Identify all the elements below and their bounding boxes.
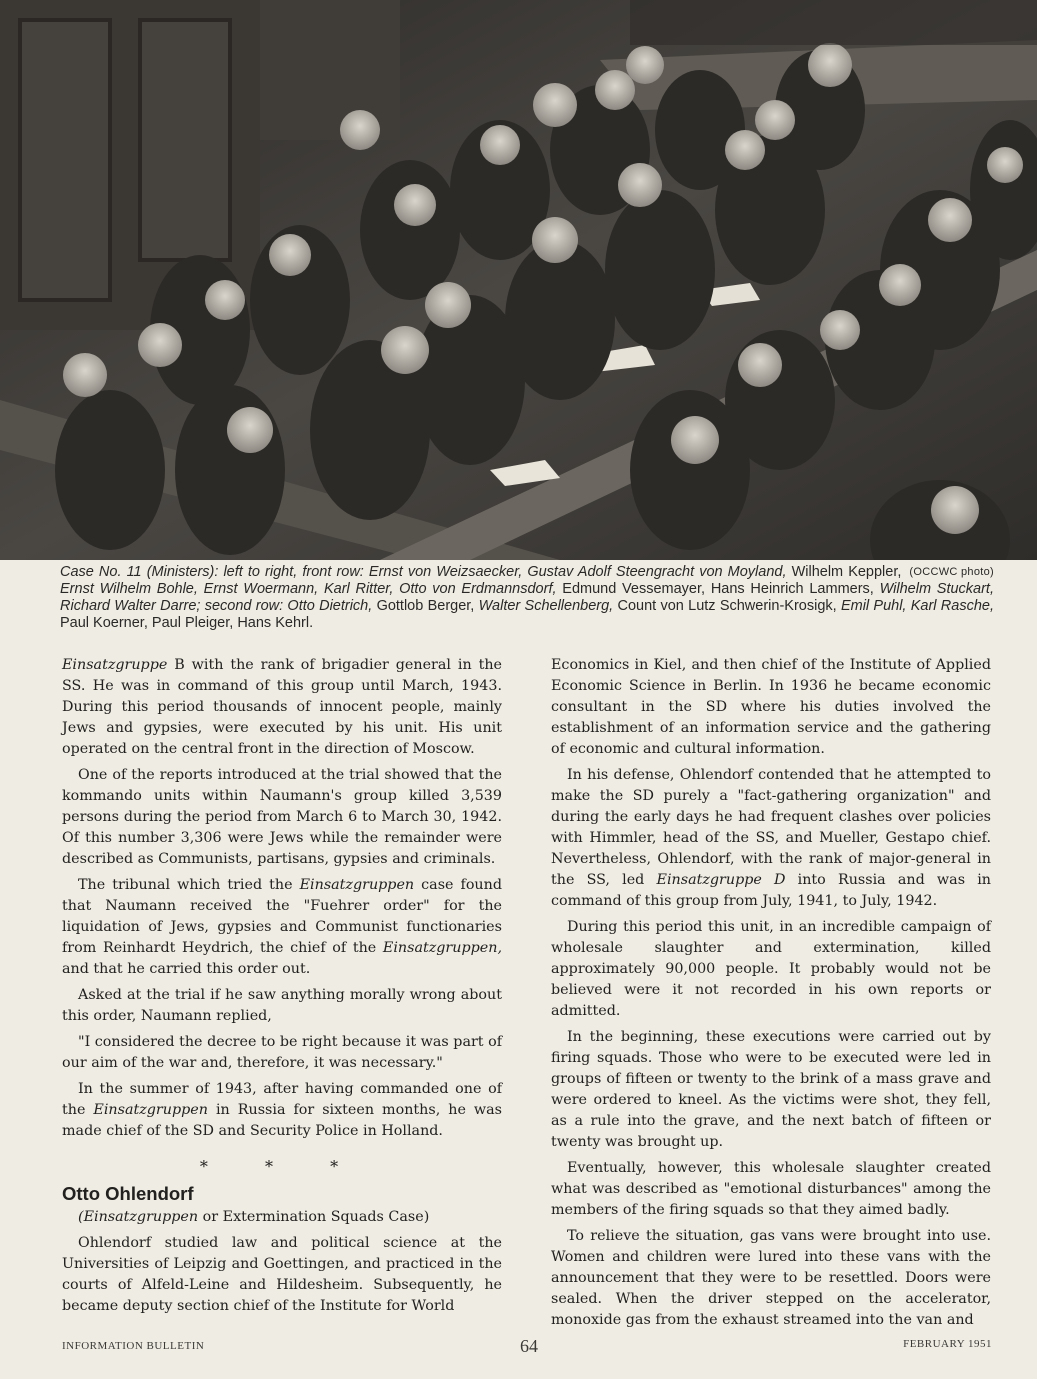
section-subheading [62,1207,502,1228]
italic-term: Einsatzgruppen, [382,940,502,956]
paragraph [62,655,502,760]
paragraph-text: B with the rank of brigadier general in the SS. He was in command of this group until March, 1943. During this period thousands of innocent people, mainly Jews and gypsies, were executed by his unit. His unit operated on the central front in the direction of Moscow. [62,657,502,757]
issue-date: FEBRUARY 1951 [903,1338,992,1350]
paragraph: One of the reports introduced at the trial showed that the kommando units within Naumann's group killed 3,539 persons during the period from March 6 to March 30, 1942. Of this number 3,306 were Jews while the remainder were described as Communists, partisans, gypsies and criminals. [62,767,502,867]
section-heading: Otto Ohlendorf [62,1183,194,1204]
left-column [62,655,502,1322]
paragraph-text: in Russia for sixteen months, he was made chief of the SD and Security Police in Holland. [62,1102,502,1139]
photo-caption [60,564,994,632]
publication-name: INFORMATION BULLETIN [62,1340,205,1352]
paragraph-text: In the summer of 1943, after having commanded one of the [62,1081,502,1118]
page-footer [62,1338,992,1362]
paragraph: Economics in Kiel, and then chief of the Institute of Applied Economic Science in Berlin. In 1936 he became economic consultant in the SD where his duties involved the establishment of an information service and the gathering of economic and cultural information. [551,657,991,757]
caption-names-7: Count von Lutz Schwerin-Krosigk, [617,598,837,614]
section-divider: * * * [199,1157,365,1176]
caption-names-8: Emil Puhl, Karl Rasche, [840,598,994,614]
paragraph: To relieve the situation, gas vans were brought into use. Women and children were lured into these vans with the announcement that they were to be resettled. Doors were sealed. When the driver stepped on the accelerator, monoxide gas from the exhaust streamed into the van and [551,1228,991,1328]
paragraph-text: The tribunal which tried the [78,877,300,893]
caption-names-5: Gottlob Berger, [376,598,475,614]
caption-names-3: Edmund Vessemayer, Hans Heinrich Lammers, [562,581,874,597]
caption-names-9: Paul Koerner, Paul Pleiger, Hans Kehrl. [60,615,314,631]
caption-names-4: Wilhelm Stuckart, Richard Walter Darre; second row: Otto Dietrich, [60,581,994,614]
right-column [551,655,991,1336]
italic-term: Einsatzgruppe D [656,872,786,888]
photo-credit: (OCCWC photo) [909,566,994,578]
courtroom-photo [0,0,1037,560]
paragraph-text: In his defense, Ohlendorf contended that he attempted to make the SD purely a "fact-gathering organization" and during the early days he had frequent clashes over policies with Himmler, head of the SS, and Mueller, Gestapo chief. Nevertheless, Ohlendorf, with the rank of major-general in the SS, led [551,767,991,888]
italic-term: Einsatzgruppen [93,1102,208,1118]
caption-lead: Case No. 11 (Ministers): left to right, front row: Ernst von Weizsaecker, Gustav Adolf Steengracht von Moyland, [60,564,787,580]
subheading-text: or Extermination Squads Case) [198,1209,430,1225]
paragraph [551,765,991,912]
paragraph [62,1079,502,1142]
courtroom-photo-drawing [0,0,1037,560]
paragraph-text: into Russia and was in command of this group from July, 1941, to July, 1942. [551,872,991,909]
paragraph: Asked at the trial if he saw anything morally wrong about this order, Naumann replied, [62,987,502,1024]
italic-term: (Einsatzgruppen [78,1209,199,1225]
quote: "I considered the decree to be right because it was part of our aim of the war and, therefore, it was necessary." [62,1034,502,1071]
paragraph: In the beginning, these executions were carried out by firing squads. Those who were to be executed were led in groups of fifteen or twenty to the brink of a mass grave and were ordered to kneel. As the victims were shot, they fell, as a rule into the grave, and the next batch of fifteen or twenty was brought up. [551,1029,991,1150]
paragraph-text: case found that Naumann received the "Fuehrer order" for the liquidation of Jews, gypsies and Communist functionaries from Reinhardt Heydrich, the chief of the [62,877,503,956]
paragraph: Eventually, however, this wholesale slaughter created what was described as "emotional disturbances" among the members of the firing squads so that they aimed badly. [551,1160,991,1218]
paragraph: During this period this unit, in an incredible campaign of wholesale slaughter and extermination, killed approximately 90,000 people. It probably would not be believed were it not recorded in his own reports or admitted. [551,919,991,1019]
page-number: 64 [520,1336,538,1356]
italic-term: Einsatzgruppen [299,877,415,893]
caption-names-6: Walter Schellenberg, [478,598,614,614]
paragraph [62,875,502,980]
paragraph: Ohlendorf studied law and political science at the Universities of Leipzig and Goettingen, and practiced in the courts of Alfeld-Leine and Hildesheim. Subsequently, he became deputy section chief of the Institute for World [62,1235,502,1314]
italic-term: Einsatzgruppe [62,657,168,673]
caption-names-1: Wilhelm Keppler, [791,564,902,580]
paragraph-text: and that he carried this order out. [62,961,311,977]
caption-names-2: Ernst Wilhelm Bohle, Ernst Woermann, Karl Ritter, Otto von Erdmannsdorf, [60,581,557,597]
